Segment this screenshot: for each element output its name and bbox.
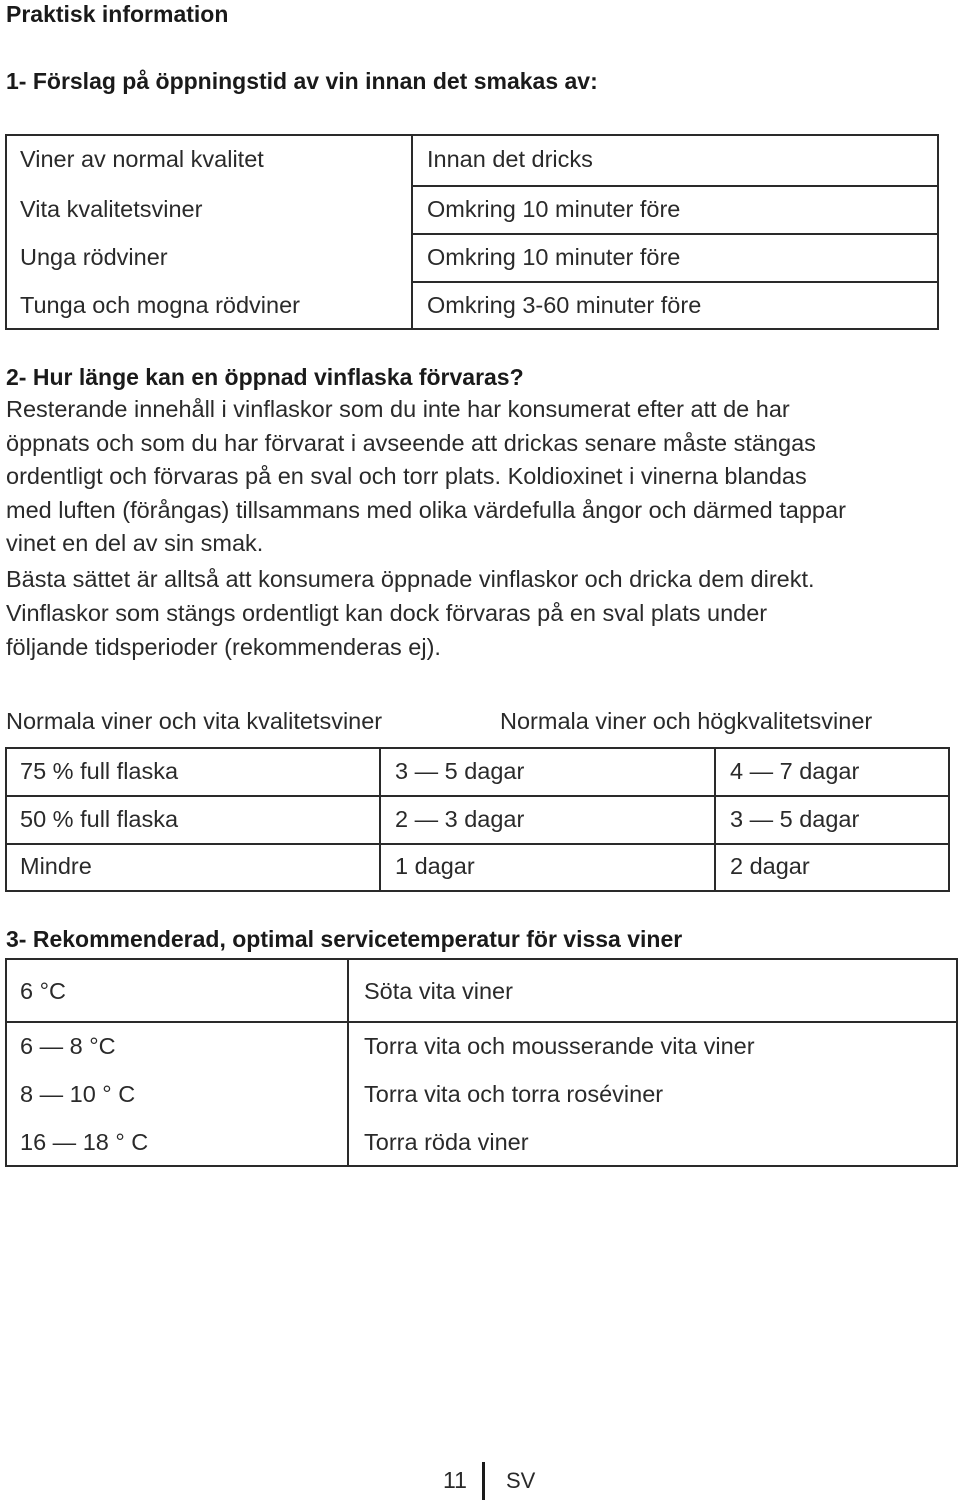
column-header-high-quality: Normala viner och högkvalitetsviner xyxy=(500,708,873,734)
table-cell-high: 3 — 5 dagar xyxy=(730,806,860,832)
paragraph-line: öppnats och som du har förvarat i avseende att drickas senare måste stängas xyxy=(6,429,816,456)
table-cell-temperature: 8 — 10 ° C xyxy=(20,1081,136,1107)
table-row-time: Innan det dricks xyxy=(427,146,593,172)
table-cell-wine-type: Torra vita och torra roséviner xyxy=(364,1081,664,1107)
table-cell-normal: 1 dagar xyxy=(395,853,475,879)
section3-heading: 3- Rekommenderad, optimal servicetemperatur för vissa viner xyxy=(6,926,683,952)
paragraph-line: Vinflaskor som stängs ordentligt kan dock förvaras på en sval plats under xyxy=(6,600,768,626)
table-cell-normal: 2 — 3 dagar xyxy=(395,806,525,832)
table-cell-normal: 3 — 5 dagar xyxy=(395,758,525,784)
table-cell-wine-type: Söta vita viner xyxy=(364,978,513,1004)
table-row-wine: Unga rödviner xyxy=(20,244,168,270)
table-cell-wine-type: Torra vita och mousserande vita viner xyxy=(364,1033,755,1059)
paragraph-line: Bästa sättet är alltså att konsumera öppnade vinflaskor och dricka dem direkt. xyxy=(6,566,815,592)
paragraph-line: Resterande innehåll i vinflaskor som du inte har konsumerat efter att de har xyxy=(6,396,790,422)
table-cell-high: 2 dagar xyxy=(730,853,810,879)
table-cell-temperature: 6 — 8 °C xyxy=(20,1033,116,1059)
table-cell-high: 4 — 7 dagar xyxy=(730,758,860,784)
section2-heading: 2- Hur länge kan en öppnad vinflaska förvaras? xyxy=(6,364,524,390)
table-row-wine: Viner av normal kvalitet xyxy=(20,146,264,172)
footer-divider xyxy=(482,1462,485,1500)
table-cell-amount: 75 % full flaska xyxy=(20,758,179,784)
table-cell-temperature: 6 °C xyxy=(20,978,66,1004)
table-row-time: Omkring 10 minuter före xyxy=(427,244,681,270)
storage-paragraph xyxy=(6,393,956,561)
paragraph-line: följande tidsperioder (rekommenderas ej). xyxy=(6,634,441,660)
table-cell-wine-type: Torra röda viner xyxy=(364,1129,529,1155)
table-row-time: Omkring 10 minuter före xyxy=(427,196,681,222)
paragraph-line: ordentligt och förvaras på en sval och torr plats. Koldioxinet i vinerna blandas xyxy=(6,463,807,489)
table-row-time: Omkring 3-60 minuter före xyxy=(427,292,702,318)
table-row-wine: Tunga och mogna rödviner xyxy=(20,292,300,318)
table-cell-amount: 50 % full flaska xyxy=(20,806,179,832)
table-row-wine: Vita kvalitetsviner xyxy=(20,196,203,222)
storage-paragraph-2 xyxy=(6,562,956,664)
paragraph-line: med luften (förångas) tillsammans med olika värdefulla ångor och därmed tappar xyxy=(6,496,846,523)
language-code: SV xyxy=(506,1468,536,1493)
page-number: 11 xyxy=(443,1467,467,1493)
table-cell-temperature: 16 — 18 ° C xyxy=(20,1129,149,1155)
section1-heading: 1- Förslag på öppningstid av vin innan det smakas av: xyxy=(6,68,598,94)
table-cell-amount: Mindre xyxy=(20,853,92,879)
page-title: Praktisk information xyxy=(6,1,229,27)
paragraph-line: vinet en del av sin smak. xyxy=(6,530,264,556)
column-header-normal: Normala viner och vita kvalitetsviner xyxy=(6,708,383,734)
